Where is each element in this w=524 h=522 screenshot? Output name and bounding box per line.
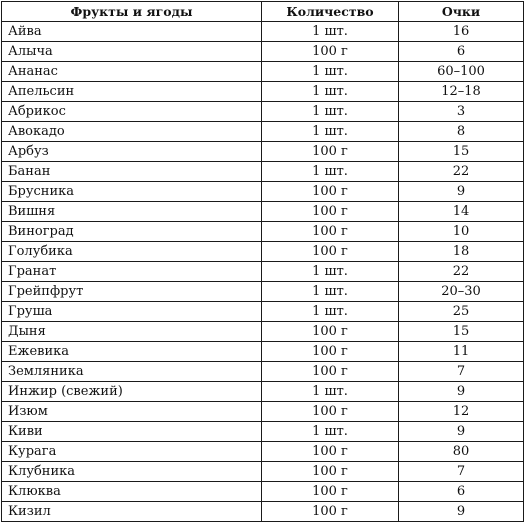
table-row (2, 222, 524, 242)
table-row (2, 202, 524, 222)
points-cell: 14 (399, 202, 524, 222)
fruit-name-cell: Ананас (2, 62, 262, 82)
fruit-points-table (1, 1, 524, 522)
quantity-cell: 100 г (262, 182, 399, 202)
quantity-cell: 1 шт. (262, 162, 399, 182)
quantity-cell: 100 г (262, 442, 399, 462)
table-row (2, 442, 524, 462)
quantity-cell: 1 шт. (262, 302, 399, 322)
points-cell: 7 (399, 362, 524, 382)
header-points: Очки (399, 2, 524, 22)
fruit-name-cell: Банан (2, 162, 262, 182)
fruit-name-cell: Ежевика (2, 342, 262, 362)
quantity-cell: 100 г (262, 142, 399, 162)
fruit-name-cell: Арбуз (2, 142, 262, 162)
fruit-name-cell: Абрикос (2, 102, 262, 122)
quantity-cell: 1 шт. (262, 382, 399, 402)
quantity-cell: 1 шт. (262, 422, 399, 442)
quantity-cell: 100 г (262, 342, 399, 362)
table-row (2, 282, 524, 302)
table-row (2, 322, 524, 342)
points-cell: 22 (399, 162, 524, 182)
quantity-cell: 100 г (262, 222, 399, 242)
points-cell: 6 (399, 42, 524, 62)
fruit-name-cell: Апельсин (2, 82, 262, 102)
quantity-cell: 1 шт. (262, 282, 399, 302)
quantity-cell: 100 г (262, 202, 399, 222)
header-quantity: Количество (262, 2, 399, 22)
points-cell: 9 (399, 182, 524, 202)
quantity-cell: 1 шт. (262, 82, 399, 102)
table-row (2, 262, 524, 282)
table-row (2, 82, 524, 102)
fruit-name-cell: Инжир (свежий) (2, 382, 262, 402)
fruit-name-cell: Голубика (2, 242, 262, 262)
table-row (2, 422, 524, 442)
table-row (2, 462, 524, 482)
fruit-name-cell: Клюква (2, 482, 262, 502)
table-row (2, 62, 524, 82)
quantity-cell: 100 г (262, 362, 399, 382)
quantity-cell: 100 г (262, 42, 399, 62)
fruit-name-cell: Гранат (2, 262, 262, 282)
quantity-cell: 100 г (262, 482, 399, 502)
points-cell: 60–100 (399, 62, 524, 82)
table-row (2, 502, 524, 522)
table-header-row (2, 2, 524, 22)
quantity-cell: 1 шт. (262, 62, 399, 82)
quantity-cell: 100 г (262, 242, 399, 262)
fruit-name-cell: Кизил (2, 502, 262, 522)
quantity-cell: 1 шт. (262, 22, 399, 42)
points-cell: 9 (399, 422, 524, 442)
points-cell: 15 (399, 142, 524, 162)
fruit-name-cell: Киви (2, 422, 262, 442)
table-row (2, 242, 524, 262)
points-cell: 20–30 (399, 282, 524, 302)
points-cell: 9 (399, 382, 524, 402)
points-cell: 12–18 (399, 82, 524, 102)
table-body (2, 22, 524, 522)
table-row (2, 102, 524, 122)
table-row (2, 382, 524, 402)
fruit-name-cell: Вишня (2, 202, 262, 222)
quantity-cell: 100 г (262, 402, 399, 422)
table-row (2, 182, 524, 202)
points-cell: 16 (399, 22, 524, 42)
table-row (2, 22, 524, 42)
quantity-cell: 100 г (262, 322, 399, 342)
fruit-name-cell: Клубника (2, 462, 262, 482)
fruit-name-cell: Груша (2, 302, 262, 322)
points-cell: 8 (399, 122, 524, 142)
fruit-name-cell: Брусника (2, 182, 262, 202)
quantity-cell: 100 г (262, 462, 399, 482)
table-row (2, 482, 524, 502)
points-cell: 6 (399, 482, 524, 502)
fruit-name-cell: Грейпфрут (2, 282, 262, 302)
fruit-name-cell: Айва (2, 22, 262, 42)
points-cell: 80 (399, 442, 524, 462)
points-cell: 12 (399, 402, 524, 422)
fruit-name-cell: Земляника (2, 362, 262, 382)
points-cell: 3 (399, 102, 524, 122)
fruit-name-cell: Изюм (2, 402, 262, 422)
points-cell: 11 (399, 342, 524, 362)
fruit-name-cell: Курага (2, 442, 262, 462)
table-row (2, 42, 524, 62)
table-row (2, 122, 524, 142)
quantity-cell: 1 шт. (262, 122, 399, 142)
fruit-name-cell: Авокадо (2, 122, 262, 142)
quantity-cell: 100 г (262, 502, 399, 522)
table-row (2, 142, 524, 162)
points-cell: 22 (399, 262, 524, 282)
points-cell: 18 (399, 242, 524, 262)
table-row (2, 402, 524, 422)
table-row (2, 362, 524, 382)
table-row (2, 162, 524, 182)
points-cell: 7 (399, 462, 524, 482)
points-cell: 15 (399, 322, 524, 342)
fruit-name-cell: Алыча (2, 42, 262, 62)
table-row (2, 302, 524, 322)
quantity-cell: 1 шт. (262, 102, 399, 122)
points-cell: 9 (399, 502, 524, 522)
fruit-name-cell: Дыня (2, 322, 262, 342)
points-cell: 25 (399, 302, 524, 322)
header-fruit-name: Фрукты и ягоды (2, 2, 262, 22)
points-cell: 10 (399, 222, 524, 242)
fruit-name-cell: Виноград (2, 222, 262, 242)
table-row (2, 342, 524, 362)
quantity-cell: 1 шт. (262, 262, 399, 282)
